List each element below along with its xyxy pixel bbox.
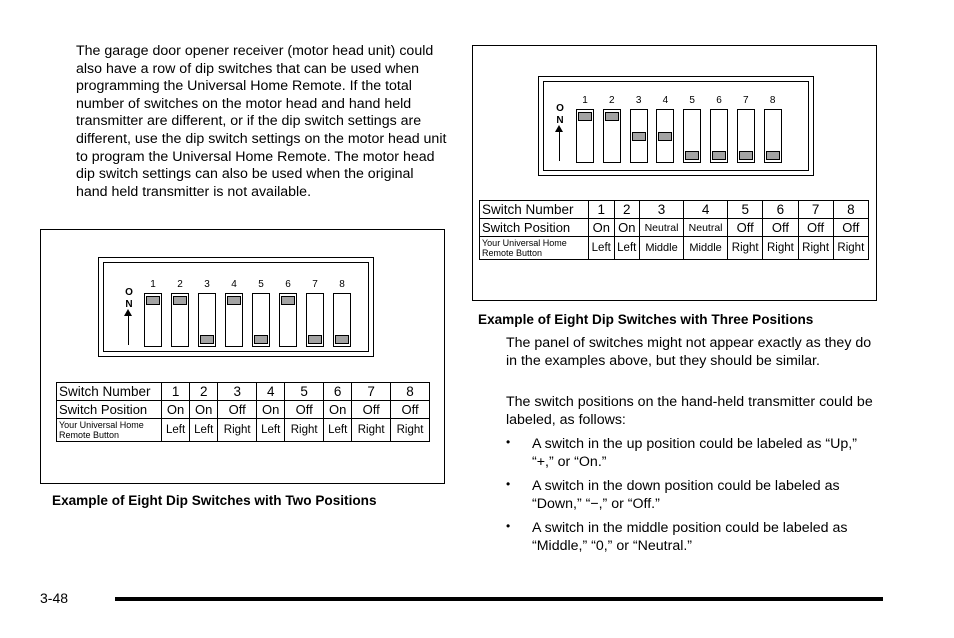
switch-number-label: 2 xyxy=(609,95,615,106)
table-row: Your Universal Home Remote Button Left Left Right Left Right Left Right Right xyxy=(57,419,430,442)
switch-number-label: 6 xyxy=(285,279,291,290)
up-arrow-icon xyxy=(559,131,560,161)
page-number: 3-48 xyxy=(40,590,69,606)
dip-switch xyxy=(333,293,351,347)
figure-caption: Example of Eight Dip Switches with Three Positions xyxy=(478,312,814,327)
footer-rule xyxy=(115,597,883,601)
table-row: Switch Number 1 2 3 4 5 6 7 8 xyxy=(57,383,430,401)
switch-knob xyxy=(685,151,699,160)
switch-knob xyxy=(146,296,160,305)
switch-number-label: 7 xyxy=(743,95,749,106)
figure-two-position xyxy=(40,229,445,484)
on-letter: N xyxy=(556,115,564,126)
dip-switch xyxy=(225,293,243,347)
switch-table xyxy=(56,382,430,442)
switch-knob xyxy=(739,151,753,160)
switch-knob xyxy=(173,296,187,305)
table-row: Switch Position On On Off On Off On Off Off xyxy=(57,401,430,419)
dip-switch xyxy=(630,109,648,163)
table-row: Switch Number 1 2 3 4 5 6 7 8 xyxy=(480,201,869,219)
switch-number-label: 4 xyxy=(231,279,237,290)
dip-switch xyxy=(252,293,270,347)
body-paragraph: The panel of switches might not appear exactly as they do in the examples above, but they should be similar. xyxy=(506,335,872,369)
switch-knob xyxy=(578,112,592,121)
table-row: Switch Position On On Neutral Neutral Off Off Off Off xyxy=(480,219,869,237)
switch-number-label: 5 xyxy=(258,279,264,290)
header-remote-button: Your Universal Home Remote Button xyxy=(480,237,589,260)
figure-caption: Example of Eight Dip Switches with Two Positions xyxy=(52,493,377,508)
header-switch-position: Switch Position xyxy=(57,401,162,419)
header-switch-number: Switch Number xyxy=(480,201,589,219)
dip-switch xyxy=(171,293,189,347)
table-row: Your Universal Home Remote Button Left Left Middle Middle Right Right Right Right xyxy=(480,237,869,260)
switch-number-label: 1 xyxy=(150,279,156,290)
switch-number-label: 1 xyxy=(582,95,588,106)
dip-switch xyxy=(198,293,216,347)
dip-switch xyxy=(603,109,621,163)
switch-number-label: 8 xyxy=(769,95,776,106)
body-paragraph: The switch positions on the hand-held transmitter could be labeled, as follows: xyxy=(506,394,873,428)
dip-switch xyxy=(737,109,755,163)
dip-switch xyxy=(279,293,297,347)
on-letter: N xyxy=(125,299,133,310)
dip-switch xyxy=(144,293,162,347)
dip-switch xyxy=(683,109,701,163)
bullet-icon: • xyxy=(506,435,511,449)
switch-number-label: 6 xyxy=(716,95,722,106)
dip-switch-panel xyxy=(538,76,814,176)
dip-switch xyxy=(306,293,324,347)
switch-number-label: 3 xyxy=(635,95,642,106)
switch-knob xyxy=(281,296,295,305)
up-arrow-icon xyxy=(128,315,129,345)
dip-switch xyxy=(576,109,594,163)
header-switch-number: Switch Number xyxy=(57,383,162,401)
dip-switch xyxy=(764,109,782,163)
header-switch-position: Switch Position xyxy=(480,219,589,237)
on-letter: O xyxy=(556,103,564,114)
switch-number-label: 5 xyxy=(689,95,695,106)
switch-number-label: 4 xyxy=(662,95,669,106)
bullet-icon: • xyxy=(506,519,511,533)
switch-knob xyxy=(227,296,241,305)
switch-knob xyxy=(200,335,214,344)
switch-knob xyxy=(335,335,349,344)
switch-table xyxy=(479,200,869,260)
dip-switch xyxy=(710,109,728,163)
dip-switch xyxy=(656,109,674,163)
switch-knob xyxy=(766,151,780,160)
switch-knob xyxy=(605,112,619,121)
switch-knob xyxy=(254,335,268,344)
switch-knob xyxy=(308,335,322,344)
dip-switch-panel xyxy=(98,257,374,357)
switch-knob xyxy=(658,132,672,141)
on-letter: O xyxy=(125,287,133,298)
header-remote-button: Your Universal Home Remote Button xyxy=(57,419,162,442)
intro-paragraph: The garage door opener receiver (motor head unit) could also have a row of dip switches that can be used when programming the Universal Home Remote. If the total number of switches on the motor head and hand held transmitter are different, or if the dip switch settings are different, use the dip switch settings on the motor head unit to program the Universal Home Remote. The motor head dip switch settings can also be used when the original hand held transmitter is not available. xyxy=(76,43,447,200)
switch-knob xyxy=(632,132,646,141)
switch-number-label: 2 xyxy=(177,279,183,290)
bullet-icon: • xyxy=(506,477,511,491)
switch-knob xyxy=(712,151,726,160)
figure-three-position xyxy=(472,45,877,301)
switch-number-label: 3 xyxy=(204,279,210,290)
switch-number-label: 8 xyxy=(339,279,345,290)
switch-number-label: 7 xyxy=(312,279,318,290)
